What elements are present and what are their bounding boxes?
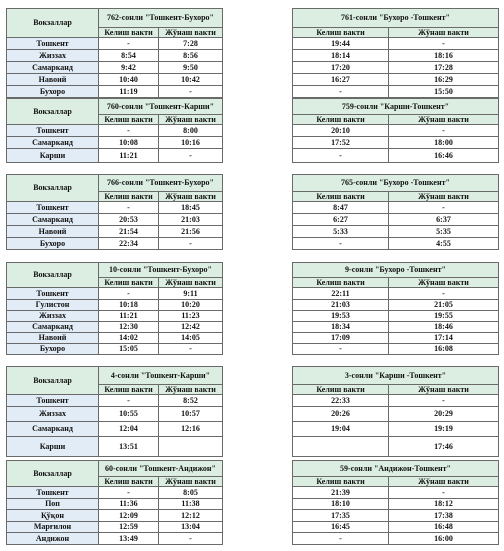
arrival-header: Келиш вакти <box>99 278 159 288</box>
table-row <box>7 226 223 238</box>
station-name: Андижон <box>7 533 99 545</box>
return-train-table <box>292 174 499 250</box>
departure-time: 10:16 <box>159 137 223 149</box>
departure-time: 17:28 <box>389 62 499 74</box>
table-row <box>293 125 499 137</box>
table-row <box>7 510 223 522</box>
arrival-time: - <box>99 395 159 407</box>
departure-time: 16:46 <box>389 149 499 163</box>
station-name: Гулистон <box>7 300 99 311</box>
table-row <box>293 422 499 437</box>
arrival-time: 21:39 <box>293 487 389 499</box>
departure-time: 21:05 <box>389 300 499 311</box>
departure-time: - <box>389 38 499 50</box>
arrival-time: - <box>293 149 389 163</box>
arrival-time: - <box>99 487 159 499</box>
table-row <box>7 344 223 355</box>
station-name: Карши <box>7 437 99 457</box>
departure-time: - <box>389 395 499 407</box>
train-title: 760-сонли "Тошкент-Карши" <box>99 99 223 115</box>
departure-time: 15:50 <box>389 86 499 98</box>
table-row <box>293 238 499 250</box>
arrival-time: 9:42 <box>99 62 159 74</box>
arrival-time: 14:02 <box>99 333 159 344</box>
arrival-header: Келиш вакти <box>99 477 159 487</box>
departure-time: 6:37 <box>389 214 499 226</box>
table-row <box>7 149 223 163</box>
table-row <box>293 344 499 355</box>
arrival-time: 11:21 <box>99 311 159 322</box>
departure-time: 11:38 <box>159 499 223 510</box>
train-title: 762-сонли "Тошкент-Бухоро" <box>99 9 223 28</box>
departure-time: 18:16 <box>389 50 499 62</box>
departure-header: Жўнаш вакти <box>159 28 223 38</box>
departure-time: 10:57 <box>159 407 223 422</box>
arrival-time: 17:09 <box>293 333 389 344</box>
station-name: Бухоро <box>7 344 99 355</box>
stations-header: Вокзаллар <box>7 99 99 125</box>
arrival-time: - <box>293 533 389 545</box>
table-row <box>7 86 223 98</box>
station-name: Тошкент <box>7 487 99 499</box>
table-row <box>293 62 499 74</box>
train-title: 9-сонли "Бухоро -Тошкент" <box>293 263 499 278</box>
table-row <box>293 137 499 149</box>
station-name: Карши <box>7 149 99 163</box>
station-name: Навоий <box>7 226 99 238</box>
arrival-time: 18:10 <box>293 499 389 510</box>
stations-header: Вокзаллар <box>7 175 99 202</box>
departure-time: - <box>159 149 223 163</box>
arrival-time: 18:14 <box>293 50 389 62</box>
station-name: Бухоро <box>7 86 99 98</box>
stations-header: Вокзаллар <box>7 367 99 395</box>
departure-header: Жўнаш вакти <box>159 477 223 487</box>
arrival-time: 12:09 <box>99 510 159 522</box>
departure-time: - <box>389 202 499 214</box>
departure-time: 4:55 <box>389 238 499 250</box>
arrival-time: 15:05 <box>99 344 159 355</box>
departure-time: 8:52 <box>159 395 223 407</box>
departure-time: 18:46 <box>389 322 499 333</box>
departure-time: 10:20 <box>159 300 223 311</box>
train-title: 60-сонли "Тошкент-Андижон" <box>99 461 223 477</box>
arrival-time: - <box>293 86 389 98</box>
table-row <box>7 311 223 322</box>
arrival-time: 11:36 <box>99 499 159 510</box>
arrival-time: 11:21 <box>99 149 159 163</box>
station-name: Тошкент <box>7 125 99 137</box>
departure-time: 16:08 <box>389 344 499 355</box>
station-name: Марғилон <box>7 522 99 533</box>
arrival-time: 8:47 <box>293 202 389 214</box>
departure-header: Жўнаш вакти <box>389 115 499 125</box>
table-row <box>293 288 499 300</box>
arrival-time: 19:04 <box>293 422 389 437</box>
arrival-time: 22:11 <box>293 288 389 300</box>
table-row <box>7 288 223 300</box>
arrival-time: 5:33 <box>293 226 389 238</box>
train-title: 761-сонли "Бухоро -Тошкент" <box>293 9 499 28</box>
table-row <box>7 499 223 510</box>
stations-header: Вокзаллар <box>7 263 99 288</box>
departure-time: 8:56 <box>159 50 223 62</box>
departure-time: - <box>389 288 499 300</box>
departure-time: 10:42 <box>159 74 223 86</box>
departure-header: Жўнаш вакти <box>389 278 499 288</box>
table-row <box>293 202 499 214</box>
arrival-time: 10:18 <box>99 300 159 311</box>
arrival-header: Келиш вакти <box>293 28 389 38</box>
station-name: Тошкент <box>7 38 99 50</box>
arrival-time: 19:53 <box>293 311 389 322</box>
arrival-time: 16:45 <box>293 522 389 533</box>
departure-time: - <box>159 238 223 250</box>
stations-header: Вокзаллар <box>7 9 99 38</box>
departure-time: 11:23 <box>159 311 223 322</box>
forward-train-table <box>6 460 223 545</box>
table-row <box>293 437 499 457</box>
arrival-time: - <box>293 238 389 250</box>
arrival-time: 20:53 <box>99 214 159 226</box>
station-name: Тошкент <box>7 288 99 300</box>
table-row <box>293 50 499 62</box>
station-name: Жиззах <box>7 50 99 62</box>
forward-train-table <box>6 262 223 355</box>
arrival-header: Келиш вакти <box>99 385 159 395</box>
table-row <box>293 510 499 522</box>
table-row <box>293 214 499 226</box>
departure-time: 17:14 <box>389 333 499 344</box>
arrival-header: Келиш вакти <box>293 192 389 202</box>
train-title: 59-сонли "Андижон-Тошкент" <box>293 461 499 477</box>
return-train-table <box>292 366 499 457</box>
station-name: Тошкент <box>7 395 99 407</box>
arrival-time: - <box>99 288 159 300</box>
departure-time: 16:29 <box>389 74 499 86</box>
station-name: Бухоро <box>7 238 99 250</box>
departure-header: Жўнаш вакти <box>389 28 499 38</box>
table-row <box>293 333 499 344</box>
station-name: Навоий <box>7 74 99 86</box>
departure-time: 12:42 <box>159 322 223 333</box>
table-row <box>7 214 223 226</box>
departure-time: 17:38 <box>389 510 499 522</box>
table-row <box>7 322 223 333</box>
station-name: Навоий <box>7 333 99 344</box>
arrival-time: 16:27 <box>293 74 389 86</box>
departure-header: Жўнаш вакти <box>389 192 499 202</box>
table-row <box>7 38 223 50</box>
station-name: Самарканд <box>7 322 99 333</box>
table-row <box>7 533 223 545</box>
departure-time: 16:00 <box>389 533 499 545</box>
arrival-time: 17:20 <box>293 62 389 74</box>
arrival-time <box>293 437 389 457</box>
station-name: Самарканд <box>7 62 99 74</box>
departure-time: 18:12 <box>389 499 499 510</box>
arrival-time: 17:35 <box>293 510 389 522</box>
table-row <box>293 395 499 407</box>
departure-time: 18:45 <box>159 202 223 214</box>
departure-time: - <box>159 86 223 98</box>
return-train-table <box>292 8 499 98</box>
table-row <box>7 522 223 533</box>
table-row <box>293 322 499 333</box>
departure-time: 20:29 <box>389 407 499 422</box>
departure-time: 16:48 <box>389 522 499 533</box>
station-name: Жиззах <box>7 311 99 322</box>
arrival-time: 21:03 <box>293 300 389 311</box>
train-title: 765-сонли "Бухоро -Тошкент" <box>293 175 499 192</box>
station-name: Самарканд <box>7 422 99 437</box>
departure-time: - <box>389 125 499 137</box>
departure-header: Жўнаш вакти <box>389 385 499 395</box>
table-row <box>293 487 499 499</box>
table-row <box>293 522 499 533</box>
departure-time: 17:46 <box>389 437 499 457</box>
arrival-header: Келиш вакти <box>293 477 389 487</box>
table-row <box>7 422 223 437</box>
train-title: 766-сонли "Тошкент-Бухоро" <box>99 175 223 192</box>
arrival-time: 10:08 <box>99 137 159 149</box>
arrival-time: 13:51 <box>99 437 159 457</box>
arrival-time: 12:30 <box>99 322 159 333</box>
table-row <box>293 407 499 422</box>
arrival-header: Келиш вакти <box>293 115 389 125</box>
arrival-time: 17:52 <box>293 137 389 149</box>
arrival-time: 12:59 <box>99 522 159 533</box>
arrival-time: 10:40 <box>99 74 159 86</box>
departure-time: 19:19 <box>389 422 499 437</box>
arrival-time: - <box>99 38 159 50</box>
departure-time: 8:05 <box>159 487 223 499</box>
departure-header: Жўнаш вакти <box>389 477 499 487</box>
arrival-time: 20:26 <box>293 407 389 422</box>
departure-time <box>159 437 223 457</box>
station-name: Самарканд <box>7 137 99 149</box>
departure-time: 9:50 <box>159 62 223 74</box>
table-row <box>293 149 499 163</box>
train-title: 3-сонли "Карши -Тошкент" <box>293 367 499 385</box>
table-row <box>7 395 223 407</box>
table-row <box>7 407 223 422</box>
table-row <box>293 533 499 545</box>
arrival-time: 11:19 <box>99 86 159 98</box>
departure-header: Жўнаш вакти <box>159 385 223 395</box>
departure-time: - <box>159 344 223 355</box>
arrival-time: 22:34 <box>99 238 159 250</box>
table-row <box>293 300 499 311</box>
stations-header: Вокзаллар <box>7 461 99 487</box>
train-title: 10-сонли "Тошкент-Бухоро" <box>99 263 223 278</box>
return-train-table <box>292 262 499 355</box>
forward-train-table <box>6 8 223 98</box>
departure-time: 12:12 <box>159 510 223 522</box>
arrival-time: - <box>99 125 159 137</box>
table-row <box>7 487 223 499</box>
table-row <box>293 38 499 50</box>
table-row <box>293 86 499 98</box>
departure-header: Жўнаш вакти <box>159 192 223 202</box>
arrival-header: Келиш вакти <box>99 115 159 125</box>
arrival-time: 21:54 <box>99 226 159 238</box>
station-name: Тошкент <box>7 202 99 214</box>
station-name: Жиззах <box>7 407 99 422</box>
departure-time: 21:03 <box>159 214 223 226</box>
arrival-time: 22:33 <box>293 395 389 407</box>
arrival-time: 6:27 <box>293 214 389 226</box>
table-row <box>7 202 223 214</box>
forward-train-table <box>6 98 223 163</box>
station-name: Самарканд <box>7 214 99 226</box>
arrival-time: - <box>99 202 159 214</box>
departure-time: 5:35 <box>389 226 499 238</box>
departure-time: 21:56 <box>159 226 223 238</box>
table-row <box>7 137 223 149</box>
table-row <box>293 311 499 322</box>
station-name: Поп <box>7 499 99 510</box>
departure-time: 12:16 <box>159 422 223 437</box>
table-row <box>7 62 223 74</box>
arrival-header: Келиш вакти <box>99 28 159 38</box>
arrival-time: 12:04 <box>99 422 159 437</box>
departure-time: 9:11 <box>159 288 223 300</box>
departure-header: Жўнаш вакти <box>159 115 223 125</box>
departure-time: 19:55 <box>389 311 499 322</box>
arrival-header: Келиш вакти <box>293 278 389 288</box>
table-row <box>7 50 223 62</box>
train-title: 759-сонли "Карши-Тошкент" <box>293 99 499 115</box>
return-train-table <box>292 98 499 163</box>
arrival-time: - <box>293 344 389 355</box>
table-row <box>293 499 499 510</box>
departure-time: 13:04 <box>159 522 223 533</box>
table-row <box>7 300 223 311</box>
departure-time: 8:00 <box>159 125 223 137</box>
arrival-time: 20:10 <box>293 125 389 137</box>
departure-time: - <box>389 487 499 499</box>
table-row <box>7 333 223 344</box>
return-train-table <box>292 460 499 545</box>
train-title: 4-сонли "Тошкент-Карши" <box>99 367 223 385</box>
departure-time: 14:05 <box>159 333 223 344</box>
table-row <box>7 74 223 86</box>
arrival-time: 18:34 <box>293 322 389 333</box>
departure-time: - <box>159 533 223 545</box>
forward-train-table <box>6 174 223 250</box>
table-row <box>7 238 223 250</box>
table-row <box>293 74 499 86</box>
departure-time: 18:00 <box>389 137 499 149</box>
table-row <box>7 125 223 137</box>
forward-train-table <box>6 366 223 457</box>
departure-time: 7:28 <box>159 38 223 50</box>
departure-header: Жўнаш вакти <box>159 278 223 288</box>
arrival-time: 13:49 <box>99 533 159 545</box>
arrival-time: 19:44 <box>293 38 389 50</box>
arrival-time: 10:55 <box>99 407 159 422</box>
table-row <box>7 437 223 457</box>
arrival-time: 8:54 <box>99 50 159 62</box>
arrival-header: Келиш вакти <box>99 192 159 202</box>
table-row <box>293 226 499 238</box>
station-name: Қўқон <box>7 510 99 522</box>
arrival-header: Келиш вакти <box>293 385 389 395</box>
